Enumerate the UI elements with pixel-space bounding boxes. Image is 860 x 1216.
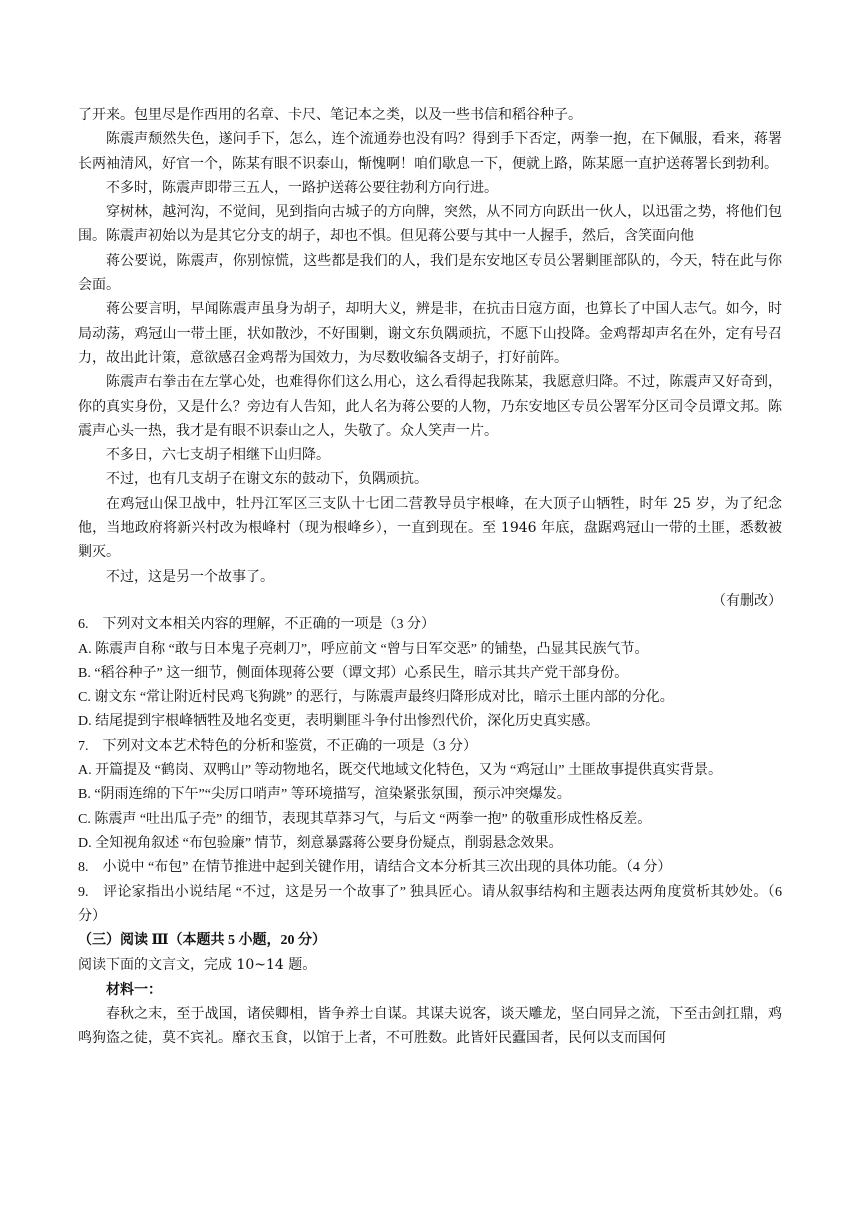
section-instruction: 阅读下面的文言文，完成 10~14 题。 [78,957,317,974]
edit-note: （有删改） [712,592,782,609]
question-option: C. 谢文东 “常让附近村民鸡飞狗跳” 的恶行，与陈震声最终归降形成对比，暗示土匪内部的分化。 [78,690,674,706]
material-title: 材料一： [106,981,162,998]
question-option: D. 全知视角叙述 “布包验廉” 情节，刻意暴露蒋公要身份疑点，削弱悬念效果。 [78,835,563,851]
story-paragraph: 蒋公要言明，早闻陈震声虽身为胡子，却明大义，辨是非，在抗击日寇方面，也算长了中国人志气。如今，时局动荡，鸡冠山一带土匪，状如散沙，不好围剿，谢文东负隅顽抗，不愿下山投降。金鸡帮却声名在外，定有号召力，故出此计策，意欲感召金鸡帮为国效力，为尽数收编各支胡子，打好前阵。 [78,301,782,366]
story-paragraph: 在鸡冠山保卫战中，牡丹江军区三支队十七团二营教导员宇根峰，在大顶子山牺牲，时年 25 岁，为了纪念他，当地政府将新兴村改为根峰村（现为根峰乡），一直到现在。至 1946 年底，盘踞鸡冠山一带的土匪，悉数被剿灭。 [78,495,782,561]
story-paragraph: 陈震声右拳击在左掌心处，也难得你们这么用心，这么看得起我陈某，我愿意归降。不过，陈震声又好奇到，你的真实身份，又是什么？旁边有人告知，此人名为蒋公要的人物，乃东安地区专员公署军分区司令员谭文邦。陈震声心头一热，我才是有眼不识泰山之人，失敬了。众人笑声一片。 [78,374,782,439]
story-paragraph: 不多时，陈震声即带三五人，一路护送蒋公要往勃利方向行进。 [106,179,498,196]
question-option: A. 陈震声自称 “敢与日本鬼子亮刺刀”，呼应前文 “曾与日军交恶” 的铺垫，凸显其民族气节。 [78,641,649,657]
section-three [78,929,782,1050]
question-option: D. 结尾提到宇根峰牺牲及地名变更，表明剿匪斗争付出惨烈代价，深化历史真实感。 [78,714,600,730]
question-option: A. 开篇提及 “鹤岗、双鸭山” 等动物地名，既交代地域文化特色，又为 “鸡冠山” 土匪故事提供真实背景。 [78,763,722,779]
question-option: C. 陈震声 “吐出瓜子壳” 的细节，表现其草莽习气，与后文 “两拳一抱” 的敬重形成性格反差。 [78,811,652,827]
question-option: B. “阴雨连绵的下午”“尖厉口哨声” 等环境描写，渲染紧张氛围，预示冲突爆发。 [78,787,571,803]
story-paragraph: 不过，也有几支胡子在谢文东的鼓动下，负隅顽抗。 [106,471,428,488]
story-body [78,103,782,613]
story-paragraph: 陈震声颓然失色，遂问手下，怎么，连个流通券也没有吗？得到手下否定，两拳一抱，在下佩服，看来，蒋署长两袖清风，好官一个，陈某有眼不识泰山，惭愧啊！咱们歇息一下，便就上路，陈某愿一直护送蒋署长到勃利。 [78,131,782,172]
section-heading: （三）阅读 Ⅲ（本题共 5 小题，20 分） [78,933,327,949]
material-text: 春秋之末，至于战国，诸侯卿相，皆争养士自谋。其谋夫说客，谈天雕龙，坚白同异之流，下至击剑扛鼎，鸡鸣狗盗之徒，莫不宾礼。靡衣玉食，以馆于上者，不可胜数。此皆奸民蠹国者，民何以支而国何 [78,1005,782,1047]
story-paragraph: 蒋公要说，陈震声，你别惊慌，这些都是我们的人，我们是东安地区专员公署剿匪部队的，今天，特在此与你会面。 [78,252,782,294]
story-paragraph: 不多日，六七支胡子相继下山归降。 [106,447,330,464]
story-paragraph: 穿树林，越河沟，不觉间，见到指向古城子的方向牌，突然，从不同方向跃出一伙人，以迅雷之势，将他们包围。陈震声初始以为是其它分支的胡子，却也不惧。但见蒋公要与其中一人握手，然后，含笑面向他 [78,204,782,245]
questions [78,613,782,929]
story-paragraph: 不过，这是另一个故事了。 [106,568,274,585]
question-stem: 6. 下列对文本相关内容的理解，不正确的一项是（3 分） [78,617,435,633]
question-option: B. “稻谷种子” 这一细节，侧面体现蒋公要（谭文邦）心系民生，暗示其共产党干部身份。 [78,665,629,681]
question-stem: 9. 评论家指出小说结尾 “不过，这是另一个故事了” 独具匠心。请从叙事结构和主题表达两角度赏析其妙处。（6 分） [78,884,782,924]
question-stem: 8. 小说中 “布包” 在情节推进中起到关键作用，请结合文本分析其三次出现的具体功能。（4 分） [78,860,672,876]
question-stem: 7. 下列对文本艺术特色的分析和鉴赏，不正确的一项是（3 分） [78,738,477,754]
story-paragraph: 了开来。包里尽是作西用的名章、卡尺、笔记本之类，以及一些书信和稻谷种子。 [78,107,582,123]
